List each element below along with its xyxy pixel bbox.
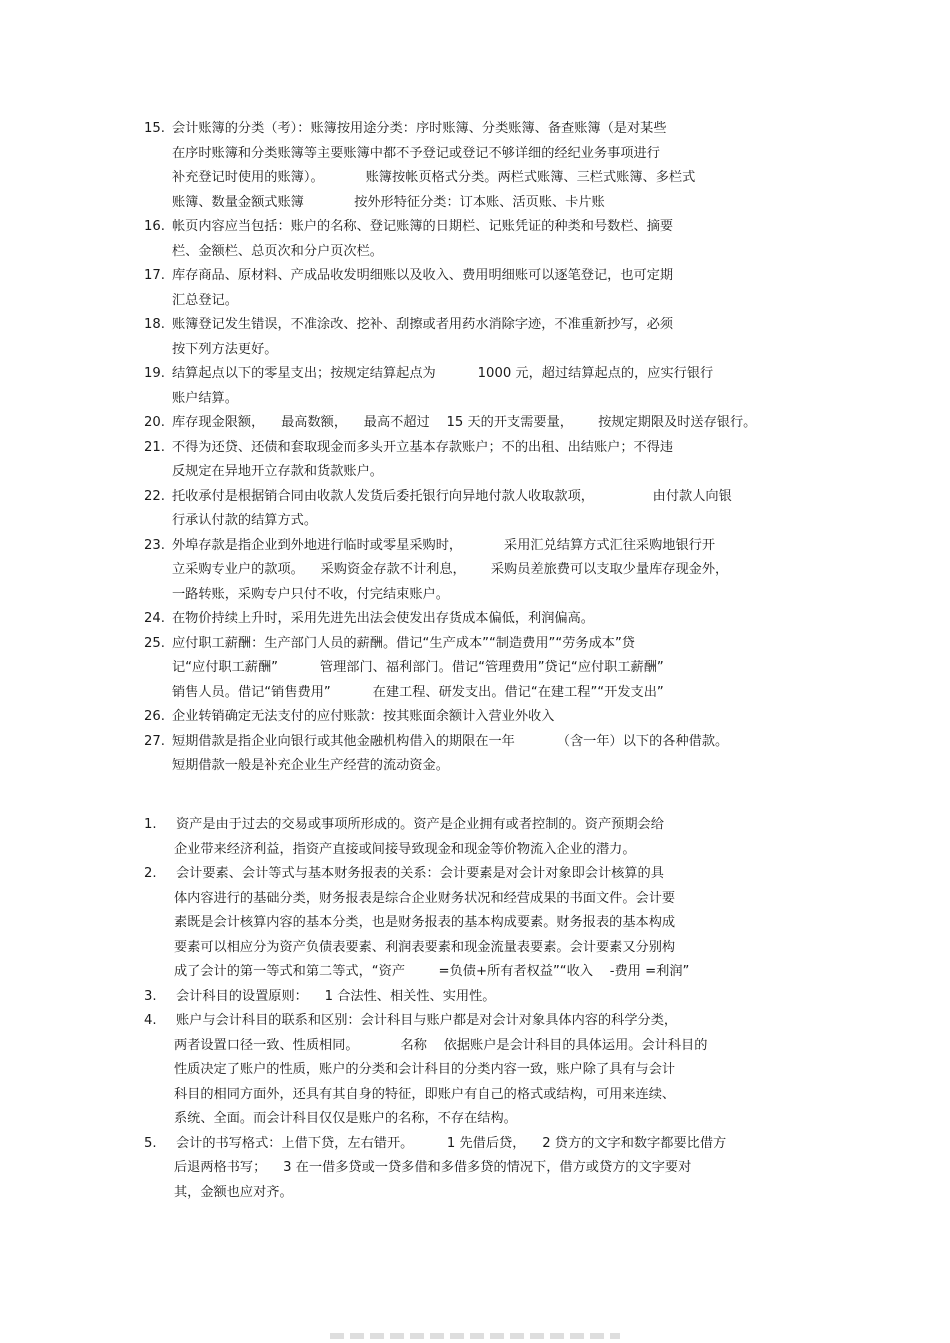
list-item (144, 632, 824, 706)
item-text-line: 体内容进行的基础分类，财务报表是综合企业财务状况和经营成果的书面文件。会计要 (174, 890, 676, 906)
item-number: 15. (144, 121, 165, 136)
item-text-line: 两者设置口径一致、性质相同。 名称 依据账户是会计科目的具体运用。会计科目的 (174, 1037, 708, 1053)
item-text-line: 行承认付款的结算方式。 (172, 513, 318, 528)
item-text-line: 栏、金额栏、总页次和分户页次栏。 (172, 243, 383, 259)
item-number: 27. (144, 733, 165, 749)
item-number: 2. (144, 866, 157, 881)
item-text-line: 账簿、数量金额式账簿 按外形特征分类：订本账、活页账、卡片账 (172, 194, 605, 210)
item-text-line: 不得为还贷、还债和套取现金而多头开立基本存款账户；不的出租、出结账户；不得违 (172, 439, 674, 455)
item-text-line: 系统、全面。而会计科目仅仅是账户的名称，不存在结构。 (174, 1111, 517, 1126)
section-a-list (144, 117, 824, 779)
item-number: 17. (144, 268, 165, 283)
section-b-list (144, 813, 824, 1205)
item-number: 16. (144, 219, 165, 234)
item-text-line: 短期借款是指企业向银行或其他金融机构借入的期限在一年 （含一年）以下的各种借款。 (172, 733, 729, 749)
item-number: 24. (144, 611, 165, 626)
list-item (144, 436, 824, 485)
list-item (144, 1009, 824, 1132)
item-number: 26. (144, 709, 165, 724)
item-number: 5. (144, 1135, 157, 1151)
item-text-line: 库存商品、原材料、产成品收发明细账以及收入、费用明细账可以逐笔登记，也可定期 (172, 268, 674, 283)
item-number: 23. (144, 537, 165, 553)
item-text-line: 其，金额也应对齐。 (174, 1184, 293, 1200)
item-text-line: 外埠存款是指企业到外地进行临时或零星采购时， 采用汇兑结算方式汇往采购地银行开 (172, 537, 716, 553)
item-text-line: 会计的书写格式：上借下贷，左右错开。 1 先借后贷， 2 贷方的文字和数字都要比借方 (176, 1135, 727, 1151)
list-item (144, 313, 824, 362)
item-number: 4. (144, 1013, 157, 1028)
list-item (144, 862, 824, 985)
watermark-footer (330, 1333, 620, 1339)
item-text-line: 按下列方法更好。 (172, 341, 278, 357)
item-text-line: 托收承付是根据销合同由收款人发货后委托银行向异地付款人收取款项， 由付款人向银 (172, 488, 732, 504)
list-item (144, 607, 824, 632)
item-text-line: 立采购专业户的款项。 采购资金存款不计利息， 采购员差旅费可以支取少量库存现金外， (172, 562, 729, 577)
list-item (144, 215, 824, 264)
item-text-line: 账簿登记发生错误，不准涂改、挖补、刮擦或者用药水消除字迹，不准重新抄写，必须 (172, 317, 674, 332)
item-text-line: 帐页内容应当包括：账户的名称、登记账簿的日期栏、记账凭证的种类和号数栏、摘要 (172, 219, 674, 234)
item-text-line: 账户与会计科目的联系和区别：会计科目与账户都是对会计对象具体内容的科学分类， (176, 1013, 678, 1028)
list-item (144, 1132, 824, 1206)
item-text-line: 科目的相同方面外，还具有其自身的特征，即账户有自己的格式或结构，可用来连续、 (174, 1086, 676, 1102)
item-text-line: 在序时账簿和分类账簿等主要账簿中都不予登记或登记不够详细的经纪业务事项进行 (172, 145, 660, 161)
item-text-line: 库存现金限额， 最高数额， 最高不超过 15 天的开支需要量， 按规定期限及时送存银行。 (172, 415, 757, 430)
list-item (144, 264, 824, 313)
item-text-line: 企业转销确定无法支付的应付账款：按其账面余额计入营业外收入 (172, 709, 555, 724)
item-text-line: 短期借款一般是补充企业生产经营的流动资金。 (172, 758, 449, 773)
list-item (144, 813, 824, 862)
item-text-line: 会计科目的设置原则： 1 合法性、相关性、实用性。 (176, 988, 496, 1004)
item-number: 3. (144, 988, 157, 1004)
item-text-line: 汇总登记。 (172, 292, 238, 308)
item-text-line: 会计要素、会计等式与基本财务报表的关系：会计要素是对会计对象即会计核算的具 (176, 866, 664, 881)
item-text-line: 补充登记时使用的账簿）。 账簿按帐页格式分类。两栏式账簿、三栏式账簿、多栏式 (172, 170, 696, 185)
item-number: 1. (144, 817, 157, 832)
list-item (144, 362, 824, 411)
item-text-line: 结算起点以下的零星支出；按规定结算起点为 1000 元，超过结算起点的，应实行银行 (172, 366, 714, 381)
item-number: 21. (144, 439, 165, 455)
item-text-line: 后退两格书写； 3 在一借多贷或一贷多借和多借多贷的情况下，借方或贷方的文字要对 (174, 1160, 692, 1175)
item-text-line: 在物价持续上升时，采用先进先出法会使发出存货成本偏低，利润偏高。 (172, 611, 594, 626)
item-number: 20. (144, 415, 165, 430)
list-item (144, 705, 824, 730)
item-text-line: 性质决定了账户的性质，账户的分类和会计科目的分类内容一致，账户除了具有与会计 (174, 1062, 676, 1077)
list-item (144, 985, 824, 1010)
item-text-line: 企业带来经济利益，指资产直接或间接导致现金和现金等价物流入企业的潜力。 (174, 841, 636, 857)
item-number: 22. (144, 488, 165, 504)
item-number: 25. (144, 635, 165, 651)
item-text-line: 一路转账，采购专户只付不收，付完结束账户。 (172, 586, 449, 602)
item-text-line: 素既是会计核算内容的基本分类，也是财务报表的基本构成要素。财务报表的基本构成 (174, 915, 676, 930)
item-text-line: 销售人员。借记“销售费用” 在建工程、研发支出。借记“在建工程”“开发支出” (172, 684, 664, 700)
item-text-line: 应付职工薪酬：生产部门人员的薪酬。借记“生产成本”“制造费用”“劳务成本”贷 (172, 635, 635, 651)
item-text-line: 账户结算。 (172, 390, 238, 406)
list-item (144, 730, 824, 779)
item-text-line: 会计账簿的分类（考）：账簿按用途分类：序时账簿、分类账簿、备查账簿（是对某些 (172, 121, 667, 136)
item-text-line: 反规定在异地开立存款和货款账户。 (172, 464, 383, 479)
item-number: 18. (144, 317, 165, 332)
item-text-line: 成了会计的第一等式和第二等式，“资产 =负债+所有者权益”“收入 -费用 =利润” (174, 964, 690, 979)
list-item (144, 485, 824, 534)
item-text-line: 记“应付职工薪酬” 管理部门、福利部门。借记“管理费用”贷记“应付职工薪酬” (172, 660, 664, 675)
item-text-line: 资产是由于过去的交易或事项所形成的。资产是企业拥有或者控制的。资产预期会给 (176, 817, 664, 832)
item-text-line: 要素可以相应分为资产负债表要素、利润表要素和现金流量表要素。会计要素又分别构 (174, 939, 676, 955)
list-item (144, 534, 824, 608)
list-item (144, 117, 824, 215)
list-item (144, 411, 824, 436)
item-number: 19. (144, 366, 165, 381)
